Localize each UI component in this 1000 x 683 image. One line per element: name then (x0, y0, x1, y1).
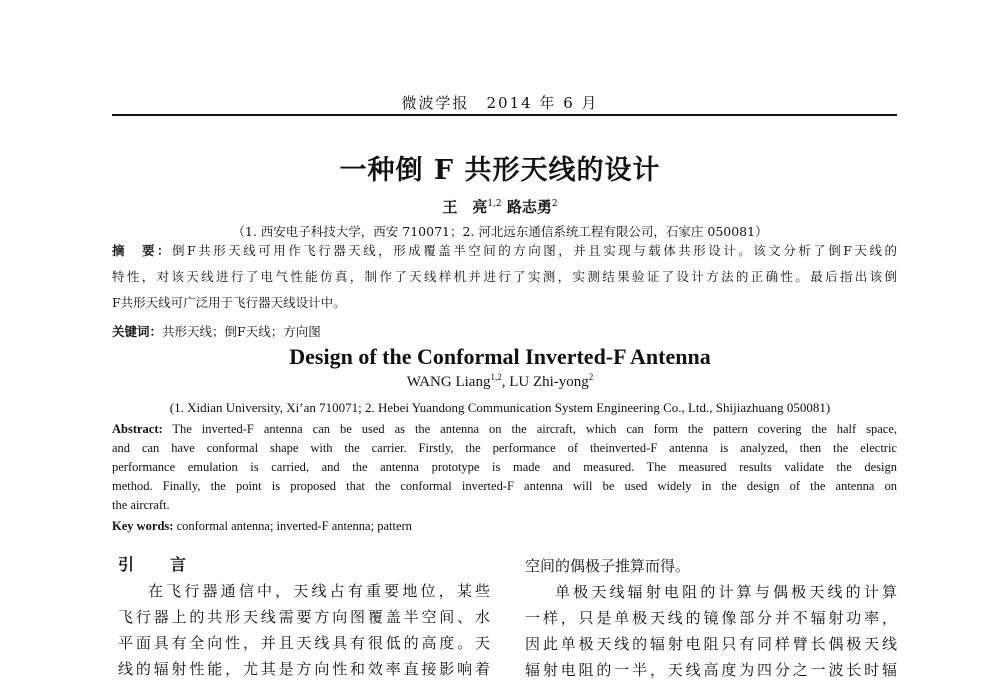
title-english: Design of the Conformal Inverted-F Antenna (289, 344, 711, 369)
author-name: LU Zhi-yong (509, 374, 589, 390)
authors-english (0, 372, 1000, 391)
author-separator: , (501, 374, 510, 390)
author-affil-mark: 2 (551, 199, 558, 209)
section-heading: 引 言 (118, 555, 197, 574)
keywords-label: Key words: (112, 519, 174, 533)
keywords-label: 关键词： (112, 324, 163, 339)
body-line: 在飞行器通信中，天线占有重要地位，某些 (148, 582, 490, 600)
abstract-line: and can have conformal shape with the carrier. Firstly, the performance of theinverted-F antenna is analyzed, then the electric (112, 441, 897, 455)
abstract-line: the aircraft. (112, 498, 170, 512)
abstract-english (112, 420, 897, 515)
authors-chinese (0, 196, 1000, 217)
abstract-line: 摘 要：倒F共形天线可用作飞行器天线，形成覆盖半空间的方向图，并且实现与载体共形设计。该文分析了倒F天线的 (112, 243, 897, 258)
keywords-english (112, 519, 412, 534)
abstract-line: Abstract: The inverted-F antenna can be used as the antenna on the aircraft, which can form the pattern covering the half space, (112, 422, 897, 436)
keywords-text: 共形天线；倒F天线；方向图 (162, 324, 321, 339)
body-line: 飞行器上的共形天线需要方向图覆盖半空间、水 (118, 608, 490, 626)
abstract-chinese (112, 238, 897, 316)
author-name: 王 亮 (442, 198, 488, 216)
abstract-line: performance emulation is carried, and the antenna prototype is made and measured. The measured results validate the design (112, 460, 897, 474)
body-line: 空间的偶极子推算而得。 (525, 557, 691, 575)
abstract-line: method. Finally, the point is proposed that the conformal inverted-F antenna will be used widely in the design of the antenna on (112, 479, 897, 493)
body-line: 单极天线辐射电阻的计算与偶极天线的计算 (555, 583, 897, 601)
keywords-chinese (112, 322, 321, 340)
keywords-text: conformal antenna; inverted-F antenna; pattern (173, 519, 412, 533)
header-rule (112, 114, 897, 116)
affiliation-english: (1. Xidian University, Xi’an 710071; 2. Hebei Yuandong Communication System Engineering Co., Ltd., Shijiazhuang 050081) (169, 400, 831, 415)
title-chinese: 一种倒 F 共形天线的设计 (339, 155, 661, 186)
body-line: 辐射电阻的一半，天线高度为四分之一波长时辐 (525, 661, 897, 679)
author-name: WANG Liang (406, 374, 491, 390)
body-line: 线的辐射性能，尤其是方向性和效率直接影响着 (118, 660, 490, 678)
body-line: 一样，只是单极天线的镜像部分并不辐射功率， (525, 609, 897, 627)
body-column-left (118, 578, 490, 682)
body-line: 因此单极天线的辐射电阻只有同样臂长偶极天线 (525, 635, 897, 653)
author-affil-mark: 2 (588, 372, 594, 382)
running-header: 微波学报 2014 年 6 月 (401, 94, 599, 112)
body-column-right (525, 553, 897, 683)
abstract-label: 摘 要： (112, 243, 173, 258)
affiliation-chinese: （1. 西安电子科技大学，西安 710071；2. 河北远东通信系统工程有限公司，石家庄 050081） (232, 224, 768, 239)
author-affil-mark: 1,2 (487, 199, 502, 209)
abstract-label: Abstract: (112, 422, 163, 436)
author-name: 路志勇 (506, 198, 552, 216)
author-affil-mark: 1,2 (490, 372, 502, 382)
body-line: 平面具有全向性，并且天线具有很低的高度。天 (118, 634, 490, 652)
abstract-line: F共形天线可广泛用于飞行器天线设计中。 (112, 295, 346, 310)
abstract-line: 特性，对该天线进行了电气性能仿真，制作了天线样机并进行了实测，实测结果验证了设计方法的正确性。最后指出该倒 (112, 269, 897, 284)
